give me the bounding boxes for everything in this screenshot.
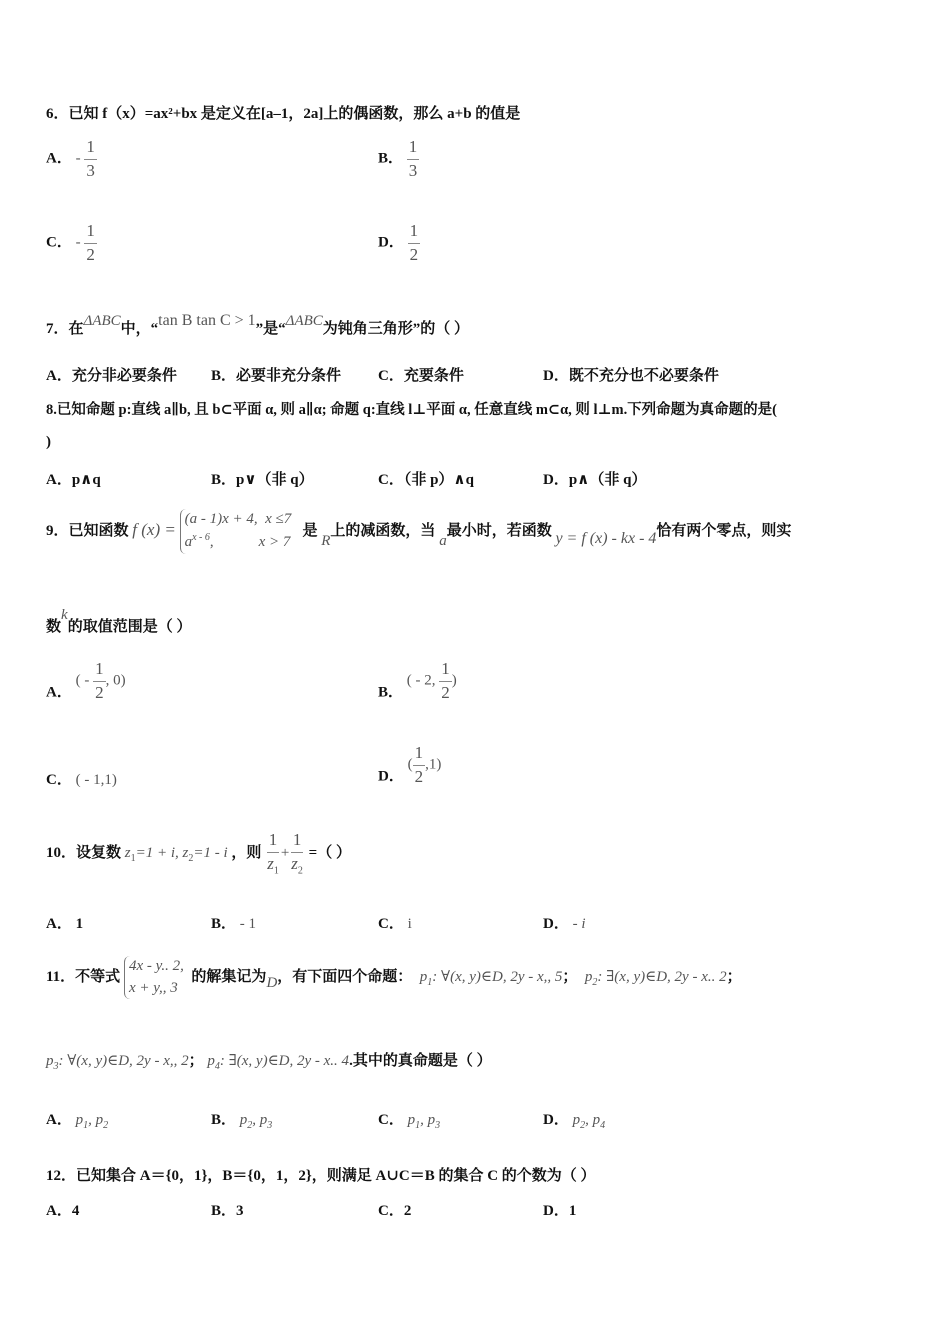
q8-option-c[interactable]: C．（非 p）∧q (378, 472, 474, 488)
q11-inequality-system: 4x - y.. 2, x + y,, 3 (124, 956, 184, 1000)
q10-fraction-1: $\frac{1}{z_1}$ (267, 830, 279, 877)
q8-option-d[interactable]: D．p∧（非 q） (543, 472, 647, 488)
q6-option-a-label: A． (46, 150, 72, 167)
q9-stem-line2: 数k的取值范围是（ ） (46, 607, 192, 635)
q10-option-c[interactable]: C． i (378, 916, 412, 932)
q10-option-d[interactable]: D． - i (543, 916, 586, 932)
q9-option-d-fraction: $\frac{1}{2}$ (414, 743, 424, 786)
q9-option-b-fraction: $\frac{1}{2}$ (441, 659, 450, 702)
q6-option-a-sign: - (75, 150, 81, 167)
q11-option-c[interactable]: C． $p_1$, $p_3$ (378, 1112, 441, 1131)
q6-option-d-fraction: $\frac{1}{2}$ (409, 221, 419, 264)
q9-k: k (61, 607, 68, 623)
q7-condition: tan B tan C > 1 (158, 312, 256, 329)
q11-option-b[interactable]: B． $p_2$, $p_3$ (211, 1112, 273, 1131)
q9-piecewise: (a - 1)x + 4, x ≤7 $a^{x - 6}$, x > 7 (180, 509, 292, 554)
q7-stem: 7．在ΔABC中，“tan B tan C > 1”是“ΔABC为钝角三角形”的（ ） (46, 312, 470, 337)
q6-option-b-fraction: $\frac{1}{3}$ (408, 137, 418, 180)
q6-option-b-label: B． (378, 150, 404, 167)
q6-option-d[interactable] (378, 222, 420, 264)
q12-option-b[interactable]: B．3 (211, 1203, 244, 1219)
q10-option-b[interactable]: B． - 1 (211, 916, 257, 932)
q6-option-c-sign: - (75, 234, 81, 251)
q11-p1: $p_1$: ∀(x, y)∈D, 2y - x,, 5 (419, 969, 563, 988)
q8-option-b[interactable]: B．p∨（非 q） (211, 472, 314, 488)
q11-option-d[interactable]: D． $p_2$, $p_4$ (543, 1112, 606, 1131)
q7-option-c[interactable]: C．充要条件 (378, 368, 464, 384)
q11-p3: $p_3$: ∀(x, y)∈D, 2y - x,, 2 (46, 1053, 189, 1072)
q6-stem: 6．已知 f（x）=ax²+bx 是定义在[a–1，2a]上的偶函数，那么 a+b 的值是 (46, 106, 521, 122)
q6-option-a[interactable] (46, 138, 97, 180)
q8-stem-line1: 8.已知命题 p:直线 a∥b, 且 b⊂平面 α, 则 a∥α; 命题 q:直线 l⊥平面 α, 任意直线 m⊂α, 则 l⊥m.下列命题为真命题的是( (46, 402, 778, 418)
q9-R: R (321, 533, 331, 549)
q7-triangle-1: ΔABC (83, 313, 121, 329)
q10-fraction-2: $\frac{1}{z_2}$ (291, 830, 303, 877)
q11-stem-line1: 11．不等式 4x - y.. 2, x + y,, 3 的解集记为D，有下面四个命题： $p_1$: ∀(x, y)∈D, 2y - x,, 5； $p_2$: ∃(x, y)∈D, 2y - x.. 2； (46, 946, 742, 1014)
q7-option-a[interactable]: A．充分非必要条件 (46, 368, 177, 384)
q6-option-d-label: D． (378, 234, 404, 251)
q6-option-b[interactable] (378, 138, 419, 180)
q12-option-d[interactable]: D．1 (543, 1203, 577, 1219)
q9-option-b[interactable]: B． ( - 2, $\frac{1}{2}$ ) (378, 659, 457, 702)
q9-option-a[interactable]: A． ( - $\frac{1}{2}$ , 0) (46, 659, 126, 702)
q6-option-c-fraction: $\frac{1}{2}$ (86, 221, 95, 264)
q9-option-d[interactable]: D． ( $\frac{1}{2}$ ,1) (378, 743, 442, 786)
q10-option-a[interactable]: A． 1 (46, 916, 84, 932)
q6-option-c-label: C． (46, 234, 72, 251)
q12-option-a[interactable]: A．4 (46, 1203, 80, 1219)
q12-stem: 12．已知集合 A＝{0，1}，B＝{0，1，2}，则满足 A∪C＝B 的集合 C 的个数为（ ） (46, 1168, 596, 1184)
q10-stem: 10．设复数 $z_1=1 + i$, $z_2=1 - i$ ，则 $\frac{1}{z_1}$ + $\frac{1}{z_2}$ =（ ） (46, 830, 351, 877)
q11-option-a[interactable]: A． $p_1$, $p_2$ (46, 1112, 109, 1131)
q6-option-c[interactable] (46, 222, 97, 264)
q8-option-a[interactable]: A．p∧q (46, 472, 101, 488)
q9-y-function: y = f (x) - kx - 4 (555, 530, 657, 547)
q11-stem-line2: $p_3$: ∀(x, y)∈D, 2y - x,, 2； $p_4$: ∃(x, y)∈D, 2y - x.. 4.其中的真命题是（ ） (46, 1053, 492, 1072)
q9-option-a-fraction: $\frac{1}{2}$ (95, 659, 104, 702)
q11-p2: $p_2$: ∃(x, y)∈D, 2y - x.. 2 (584, 969, 727, 988)
q9-stem-line1: 9．已知函数 f (x) = (a - 1)x + 4, x ≤7 $a^{x - 6}$, x > 7 是 R上的减函数，当 a最小时，若函数 y = f (x) - kx - 4恰有两个零点，则实 (46, 504, 791, 567)
q6-option-a-fraction: $\frac{1}{3}$ (86, 137, 95, 180)
q7-option-d[interactable]: D．既不充分也不必要条件 (543, 368, 719, 384)
q9-option-c[interactable]: C． ( - 1,1) (46, 772, 117, 788)
q9-a: a (439, 533, 447, 549)
q12-option-c[interactable]: C．2 (378, 1203, 412, 1219)
q11-p4: $p_4$: ∃(x, y)∈D, 2y - x.. 4 (207, 1053, 350, 1072)
q7-triangle-2: ΔABC (285, 313, 323, 329)
q7-option-b[interactable]: B．必要非充分条件 (211, 368, 342, 384)
q8-stem-line2: ) (46, 434, 51, 450)
q9-function-name: f (x) = (132, 520, 176, 539)
